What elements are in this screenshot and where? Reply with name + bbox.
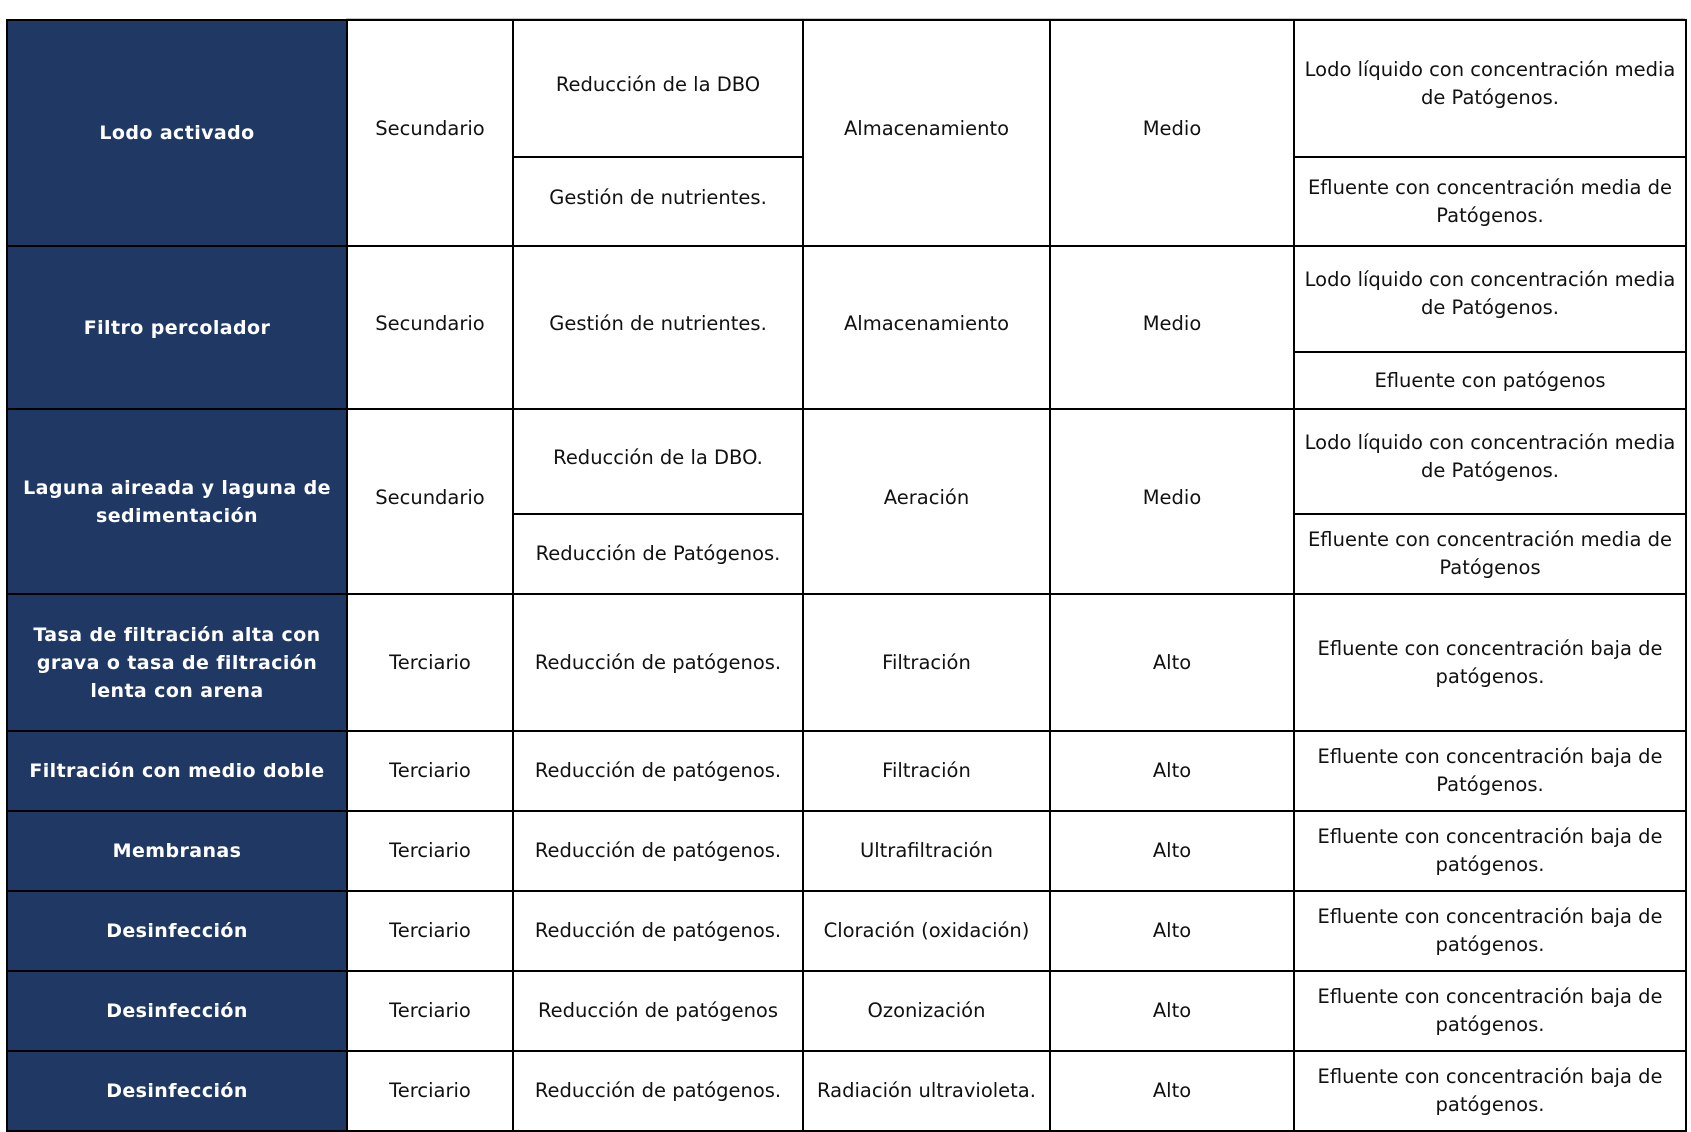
treatment-cell: Reducción de patógenos.: [513, 891, 803, 971]
level-cell: Terciario: [347, 971, 513, 1051]
mechanism-cell: Almacenamiento: [803, 246, 1050, 409]
table-row: [7, 731, 1686, 811]
output-cell: Efluente con concentración baja de patógenos.: [1294, 1051, 1686, 1131]
level-cell: Terciario: [347, 1051, 513, 1131]
output-cell: Efluente con concentración baja de patógenos.: [1294, 891, 1686, 971]
reduction-level-cell: Medio: [1050, 246, 1294, 409]
mechanism-cell: Cloración (oxidación): [803, 891, 1050, 971]
output-cell: Efluente con concentración baja de patógenos.: [1294, 811, 1686, 891]
treatment-table: [6, 19, 1687, 1132]
treatment-cell: Reducción de patógenos.: [513, 594, 803, 731]
reduction-level-cell: Alto: [1050, 1051, 1294, 1131]
mechanism-cell: Filtración: [803, 731, 1050, 811]
process-cell: Membranas: [7, 811, 347, 891]
level-cell: Terciario: [347, 891, 513, 971]
process-cell: Filtración con medio doble: [7, 731, 347, 811]
process-cell: Tasa de filtración alta con grava o tasa de filtración lenta con arena: [7, 594, 347, 731]
output-cell: Lodo líquido con concentración media de Patógenos.: [1294, 409, 1686, 514]
level-cell: Terciario: [347, 594, 513, 731]
output-cell: Efluente con patógenos: [1294, 352, 1686, 409]
reduction-level-cell: Alto: [1050, 971, 1294, 1051]
process-cell: Filtro percolador: [7, 246, 347, 409]
output-cell: Lodo líquido con concentración media de Patógenos.: [1294, 246, 1686, 352]
reduction-level-cell: Alto: [1050, 731, 1294, 811]
table-row: [7, 20, 1686, 157]
level-cell: Terciario: [347, 731, 513, 811]
output-cell: Efluente con concentración media de Patógenos: [1294, 514, 1686, 594]
output-cell: Efluente con concentración baja de patógenos.: [1294, 594, 1686, 731]
level-cell: Secundario: [347, 246, 513, 409]
mechanism-cell: Ultrafiltración: [803, 811, 1050, 891]
table-row: [7, 811, 1686, 891]
reduction-level-cell: Medio: [1050, 20, 1294, 246]
treatment-cell: Reducción de patógenos.: [513, 1051, 803, 1131]
mechanism-cell: Ozonización: [803, 971, 1050, 1051]
treatment-cell: Gestión de nutrientes.: [513, 246, 803, 409]
process-cell: Desinfección: [7, 1051, 347, 1131]
process-cell: Desinfección: [7, 971, 347, 1051]
process-cell: Desinfección: [7, 891, 347, 971]
level-cell: Secundario: [347, 20, 513, 246]
output-cell: Efluente con concentración baja de patógenos.: [1294, 971, 1686, 1051]
level-cell: Secundario: [347, 409, 513, 594]
treatment-cell: Reducción de patógenos: [513, 971, 803, 1051]
treatment-cell: Reducción de la DBO.: [513, 409, 803, 514]
table-row: [7, 1051, 1686, 1131]
treatment-cell: Reducción de la DBO: [513, 20, 803, 157]
treatment-cell: Gestión de nutrientes.: [513, 157, 803, 246]
output-cell: Efluente con concentración baja de Patógenos.: [1294, 731, 1686, 811]
table-row: [7, 971, 1686, 1051]
mechanism-cell: Radiación ultravioleta.: [803, 1051, 1050, 1131]
treatment-cell: Reducción de patógenos.: [513, 731, 803, 811]
output-cell: Lodo líquido con concentración media de Patógenos.: [1294, 20, 1686, 157]
mechanism-cell: Filtración: [803, 594, 1050, 731]
process-cell: Lodo activado: [7, 20, 347, 246]
table-row: [7, 891, 1686, 971]
table-row: [7, 409, 1686, 514]
reduction-level-cell: Alto: [1050, 594, 1294, 731]
process-cell: Laguna aireada y laguna de sedimentación: [7, 409, 347, 594]
reduction-level-cell: Medio: [1050, 409, 1294, 594]
mechanism-cell: Almacenamiento: [803, 20, 1050, 246]
level-cell: Terciario: [347, 811, 513, 891]
treatment-cell: Reducción de Patógenos.: [513, 514, 803, 594]
table-row: [7, 594, 1686, 731]
mechanism-cell: Aeración: [803, 409, 1050, 594]
treatment-cell: Reducción de patógenos.: [513, 811, 803, 891]
output-cell: Efluente con concentración media de Patógenos.: [1294, 157, 1686, 246]
table-row: [7, 246, 1686, 352]
reduction-level-cell: Alto: [1050, 811, 1294, 891]
reduction-level-cell: Alto: [1050, 891, 1294, 971]
